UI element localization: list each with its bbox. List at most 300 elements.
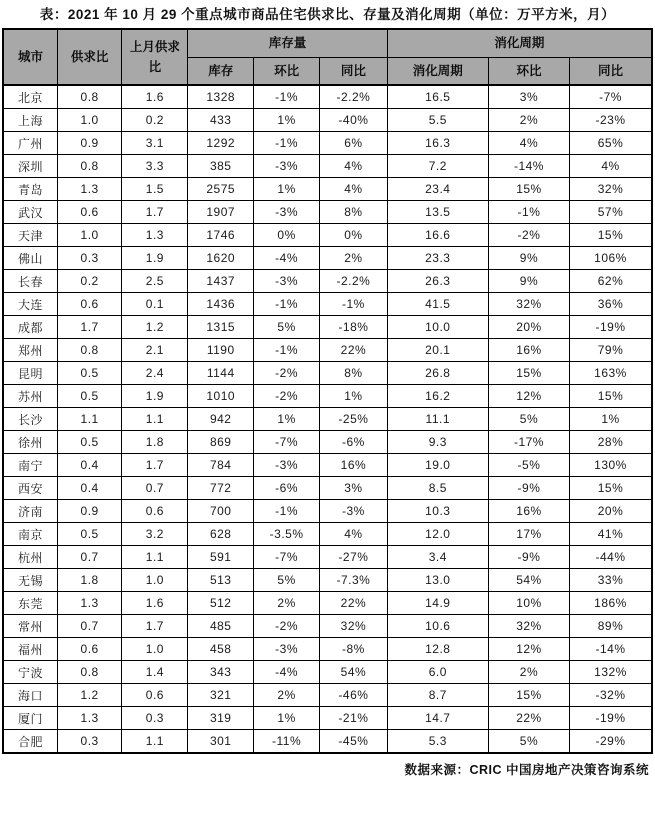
table-row <box>3 85 652 109</box>
cell-digestion-mom: 2% <box>488 661 569 684</box>
cell-city: 广州 <box>3 132 58 155</box>
cell-city: 常州 <box>3 615 58 638</box>
cell-inventory: 1315 <box>188 316 254 339</box>
cell-digestion-yoy: 57% <box>570 201 652 224</box>
cell-digestion-cycle: 3.4 <box>387 546 488 569</box>
cell-last-month-ratio: 3.1 <box>122 132 188 155</box>
cell-supply-demand-ratio: 0.8 <box>58 85 122 109</box>
cell-digestion-mom: 32% <box>488 615 569 638</box>
cell-digestion-yoy: 106% <box>570 247 652 270</box>
table-row <box>3 684 652 707</box>
cell-city: 南宁 <box>3 454 58 477</box>
cell-last-month-ratio: 1.9 <box>122 385 188 408</box>
cell-inventory-mom: 2% <box>254 684 320 707</box>
cell-inventory-yoy: 16% <box>320 454 387 477</box>
cell-inventory: 1292 <box>188 132 254 155</box>
table-row <box>3 408 652 431</box>
col-header-digestion-mom: 环比 <box>488 57 569 85</box>
cell-inventory-mom: 1% <box>254 707 320 730</box>
cell-inventory-mom: -4% <box>254 247 320 270</box>
cell-city: 海口 <box>3 684 58 707</box>
col-header-last-month-ratio: 上月供求比 <box>122 29 188 85</box>
cell-digestion-cycle: 12.0 <box>387 523 488 546</box>
cell-inventory: 772 <box>188 477 254 500</box>
cell-inventory-yoy: -8% <box>320 638 387 661</box>
cell-inventory: 385 <box>188 155 254 178</box>
housing-data-table <box>2 28 653 754</box>
table-row <box>3 362 652 385</box>
cell-digestion-cycle: 11.1 <box>387 408 488 431</box>
cell-digestion-mom: 16% <box>488 500 569 523</box>
cell-digestion-cycle: 14.9 <box>387 592 488 615</box>
cell-supply-demand-ratio: 0.6 <box>58 201 122 224</box>
cell-inventory: 1144 <box>188 362 254 385</box>
table-row <box>3 638 652 661</box>
cell-inventory-mom: 0% <box>254 224 320 247</box>
cell-last-month-ratio: 1.1 <box>122 408 188 431</box>
cell-last-month-ratio: 1.0 <box>122 569 188 592</box>
cell-last-month-ratio: 1.6 <box>122 85 188 109</box>
cell-inventory-yoy: 4% <box>320 155 387 178</box>
cell-city: 福州 <box>3 638 58 661</box>
cell-inventory-mom: -3% <box>254 454 320 477</box>
cell-last-month-ratio: 1.1 <box>122 730 188 754</box>
cell-inventory: 1437 <box>188 270 254 293</box>
cell-digestion-mom: 5% <box>488 730 569 754</box>
cell-digestion-yoy: 163% <box>570 362 652 385</box>
cell-inventory: 1436 <box>188 293 254 316</box>
cell-inventory: 942 <box>188 408 254 431</box>
cell-city: 武汉 <box>3 201 58 224</box>
cell-digestion-mom: -17% <box>488 431 569 454</box>
table-row <box>3 201 652 224</box>
cell-digestion-cycle: 10.3 <box>387 500 488 523</box>
cell-last-month-ratio: 0.3 <box>122 707 188 730</box>
cell-digestion-yoy: -44% <box>570 546 652 569</box>
cell-supply-demand-ratio: 0.9 <box>58 132 122 155</box>
cell-inventory: 1907 <box>188 201 254 224</box>
cell-digestion-mom: 15% <box>488 684 569 707</box>
table-row <box>3 592 652 615</box>
cell-inventory-yoy: -6% <box>320 431 387 454</box>
cell-digestion-yoy: 41% <box>570 523 652 546</box>
cell-last-month-ratio: 1.4 <box>122 661 188 684</box>
cell-digestion-mom: 5% <box>488 408 569 431</box>
cell-last-month-ratio: 2.5 <box>122 270 188 293</box>
cell-digestion-cycle: 12.8 <box>387 638 488 661</box>
cell-digestion-mom: 16% <box>488 339 569 362</box>
cell-digestion-mom: 12% <box>488 385 569 408</box>
cell-inventory-mom: -1% <box>254 339 320 362</box>
cell-inventory-mom: -7% <box>254 431 320 454</box>
cell-last-month-ratio: 0.1 <box>122 293 188 316</box>
col-group-digestion-cycle: 消化周期 <box>387 29 652 57</box>
cell-inventory-yoy: -25% <box>320 408 387 431</box>
cell-supply-demand-ratio: 0.2 <box>58 270 122 293</box>
cell-inventory-yoy: 22% <box>320 339 387 362</box>
cell-inventory: 700 <box>188 500 254 523</box>
cell-digestion-yoy: 4% <box>570 155 652 178</box>
cell-last-month-ratio: 1.1 <box>122 546 188 569</box>
cell-inventory-yoy: -45% <box>320 730 387 754</box>
cell-inventory-mom: -2% <box>254 615 320 638</box>
cell-city: 长春 <box>3 270 58 293</box>
cell-supply-demand-ratio: 1.2 <box>58 684 122 707</box>
cell-last-month-ratio: 1.7 <box>122 201 188 224</box>
cell-supply-demand-ratio: 0.9 <box>58 500 122 523</box>
cell-city: 昆明 <box>3 362 58 385</box>
cell-digestion-yoy: -29% <box>570 730 652 754</box>
cell-digestion-cycle: 10.0 <box>387 316 488 339</box>
table-header <box>3 29 652 85</box>
cell-digestion-yoy: 62% <box>570 270 652 293</box>
table-row <box>3 293 652 316</box>
cell-last-month-ratio: 1.8 <box>122 431 188 454</box>
cell-city: 苏州 <box>3 385 58 408</box>
cell-digestion-cycle: 19.0 <box>387 454 488 477</box>
cell-inventory-mom: -4% <box>254 661 320 684</box>
cell-digestion-yoy: 15% <box>570 224 652 247</box>
cell-inventory-mom: -1% <box>254 500 320 523</box>
cell-last-month-ratio: 0.7 <box>122 477 188 500</box>
cell-city: 杭州 <box>3 546 58 569</box>
col-header-supply-demand-ratio: 供求比 <box>58 29 122 85</box>
cell-inventory-mom: -3.5% <box>254 523 320 546</box>
cell-inventory: 321 <box>188 684 254 707</box>
cell-city: 成都 <box>3 316 58 339</box>
cell-digestion-cycle: 16.6 <box>387 224 488 247</box>
cell-inventory-yoy: -18% <box>320 316 387 339</box>
cell-last-month-ratio: 1.0 <box>122 638 188 661</box>
table-row <box>3 155 652 178</box>
cell-inventory: 485 <box>188 615 254 638</box>
cell-supply-demand-ratio: 0.8 <box>58 661 122 684</box>
cell-inventory-yoy: -27% <box>320 546 387 569</box>
cell-digestion-cycle: 20.1 <box>387 339 488 362</box>
cell-digestion-cycle: 14.7 <box>387 707 488 730</box>
cell-city: 宁波 <box>3 661 58 684</box>
cell-inventory-mom: -3% <box>254 201 320 224</box>
cell-supply-demand-ratio: 1.0 <box>58 109 122 132</box>
cell-inventory: 591 <box>188 546 254 569</box>
cell-digestion-cycle: 26.3 <box>387 270 488 293</box>
cell-digestion-mom: 32% <box>488 293 569 316</box>
cell-digestion-cycle: 7.2 <box>387 155 488 178</box>
table-row <box>3 569 652 592</box>
table-row <box>3 247 652 270</box>
cell-inventory-yoy: -2.2% <box>320 85 387 109</box>
table-row <box>3 707 652 730</box>
cell-supply-demand-ratio: 0.5 <box>58 523 122 546</box>
table-row <box>3 661 652 684</box>
cell-digestion-yoy: 65% <box>570 132 652 155</box>
cell-inventory: 343 <box>188 661 254 684</box>
cell-inventory-mom: -2% <box>254 362 320 385</box>
cell-inventory-yoy: 2% <box>320 247 387 270</box>
cell-inventory-mom: -3% <box>254 155 320 178</box>
cell-supply-demand-ratio: 1.3 <box>58 592 122 615</box>
cell-digestion-cycle: 13.5 <box>387 201 488 224</box>
cell-supply-demand-ratio: 1.7 <box>58 316 122 339</box>
cell-inventory: 2575 <box>188 178 254 201</box>
cell-digestion-yoy: 79% <box>570 339 652 362</box>
table-row <box>3 316 652 339</box>
cell-digestion-yoy: 36% <box>570 293 652 316</box>
cell-digestion-cycle: 10.6 <box>387 615 488 638</box>
cell-inventory: 513 <box>188 569 254 592</box>
cell-city: 上海 <box>3 109 58 132</box>
cell-digestion-cycle: 41.5 <box>387 293 488 316</box>
cell-digestion-mom: 9% <box>488 270 569 293</box>
table-row <box>3 454 652 477</box>
cell-inventory: 869 <box>188 431 254 454</box>
cell-digestion-mom: -14% <box>488 155 569 178</box>
cell-inventory: 1010 <box>188 385 254 408</box>
cell-inventory-mom: 1% <box>254 178 320 201</box>
cell-last-month-ratio: 3.2 <box>122 523 188 546</box>
cell-digestion-mom: 9% <box>488 247 569 270</box>
table-row <box>3 523 652 546</box>
cell-inventory-yoy: 32% <box>320 615 387 638</box>
cell-inventory-yoy: 3% <box>320 477 387 500</box>
cell-digestion-cycle: 16.2 <box>387 385 488 408</box>
cell-city: 北京 <box>3 85 58 109</box>
table-row <box>3 546 652 569</box>
cell-supply-demand-ratio: 1.1 <box>58 408 122 431</box>
cell-supply-demand-ratio: 0.7 <box>58 546 122 569</box>
table-row <box>3 109 652 132</box>
cell-digestion-yoy: -32% <box>570 684 652 707</box>
cell-inventory-yoy: 22% <box>320 592 387 615</box>
cell-supply-demand-ratio: 0.8 <box>58 339 122 362</box>
cell-digestion-mom: 4% <box>488 132 569 155</box>
col-header-digestion-cycle: 消化周期 <box>387 57 488 85</box>
table-row <box>3 385 652 408</box>
cell-city: 天津 <box>3 224 58 247</box>
cell-inventory-mom: 5% <box>254 569 320 592</box>
cell-last-month-ratio: 1.6 <box>122 592 188 615</box>
col-header-inventory-mom: 环比 <box>254 57 320 85</box>
cell-digestion-yoy: 15% <box>570 477 652 500</box>
cell-supply-demand-ratio: 0.4 <box>58 477 122 500</box>
cell-inventory-yoy: 54% <box>320 661 387 684</box>
cell-supply-demand-ratio: 1.8 <box>58 569 122 592</box>
cell-last-month-ratio: 1.2 <box>122 316 188 339</box>
cell-digestion-yoy: 1% <box>570 408 652 431</box>
cell-digestion-yoy: 20% <box>570 500 652 523</box>
cell-inventory-mom: -1% <box>254 132 320 155</box>
cell-last-month-ratio: 1.3 <box>122 224 188 247</box>
cell-inventory: 1190 <box>188 339 254 362</box>
cell-city: 徐州 <box>3 431 58 454</box>
cell-inventory: 512 <box>188 592 254 615</box>
cell-digestion-mom: 54% <box>488 569 569 592</box>
cell-inventory: 301 <box>188 730 254 754</box>
cell-supply-demand-ratio: 0.5 <box>58 385 122 408</box>
cell-supply-demand-ratio: 0.6 <box>58 638 122 661</box>
cell-supply-demand-ratio: 0.5 <box>58 362 122 385</box>
cell-inventory-yoy: -3% <box>320 500 387 523</box>
cell-last-month-ratio: 0.6 <box>122 500 188 523</box>
col-group-inventory: 库存量 <box>188 29 387 57</box>
cell-inventory-mom: -11% <box>254 730 320 754</box>
cell-inventory-mom: -3% <box>254 270 320 293</box>
cell-digestion-yoy: 33% <box>570 569 652 592</box>
cell-city: 合肥 <box>3 730 58 754</box>
cell-digestion-cycle: 8.5 <box>387 477 488 500</box>
cell-inventory: 1746 <box>188 224 254 247</box>
cell-city: 厦门 <box>3 707 58 730</box>
cell-inventory-yoy: 1% <box>320 385 387 408</box>
cell-digestion-mom: 20% <box>488 316 569 339</box>
data-source: 数据来源：CRIC 中国房地产决策咨询系统 <box>404 763 649 778</box>
cell-city: 西安 <box>3 477 58 500</box>
cell-digestion-cycle: 16.5 <box>387 85 488 109</box>
cell-inventory: 784 <box>188 454 254 477</box>
cell-supply-demand-ratio: 0.7 <box>58 615 122 638</box>
col-header-city: 城市 <box>3 29 58 85</box>
cell-supply-demand-ratio: 0.5 <box>58 431 122 454</box>
cell-digestion-cycle: 13.0 <box>387 569 488 592</box>
cell-inventory-yoy: 0% <box>320 224 387 247</box>
cell-inventory-mom: -2% <box>254 385 320 408</box>
cell-last-month-ratio: 2.4 <box>122 362 188 385</box>
cell-digestion-yoy: -7% <box>570 85 652 109</box>
cell-last-month-ratio: 0.2 <box>122 109 188 132</box>
cell-digestion-cycle: 8.7 <box>387 684 488 707</box>
cell-inventory-yoy: 8% <box>320 201 387 224</box>
cell-city: 东莞 <box>3 592 58 615</box>
table-row <box>3 477 652 500</box>
cell-inventory-yoy: 8% <box>320 362 387 385</box>
cell-inventory: 628 <box>188 523 254 546</box>
cell-digestion-yoy: -19% <box>570 316 652 339</box>
cell-digestion-mom: 3% <box>488 85 569 109</box>
cell-last-month-ratio: 0.6 <box>122 684 188 707</box>
cell-digestion-cycle: 6.0 <box>387 661 488 684</box>
cell-digestion-cycle: 9.3 <box>387 431 488 454</box>
cell-digestion-mom: 17% <box>488 523 569 546</box>
table-row <box>3 132 652 155</box>
cell-digestion-yoy: -19% <box>570 707 652 730</box>
table-row <box>3 224 652 247</box>
cell-inventory-mom: 5% <box>254 316 320 339</box>
cell-inventory: 1328 <box>188 85 254 109</box>
cell-digestion-mom: 2% <box>488 109 569 132</box>
cell-digestion-mom: 15% <box>488 178 569 201</box>
cell-inventory-mom: -1% <box>254 85 320 109</box>
table-row <box>3 730 652 754</box>
cell-supply-demand-ratio: 0.3 <box>58 247 122 270</box>
cell-city: 大连 <box>3 293 58 316</box>
cell-digestion-mom: 22% <box>488 707 569 730</box>
cell-supply-demand-ratio: 1.3 <box>58 178 122 201</box>
cell-last-month-ratio: 2.1 <box>122 339 188 362</box>
cell-supply-demand-ratio: 0.3 <box>58 730 122 754</box>
cell-digestion-cycle: 5.3 <box>387 730 488 754</box>
cell-digestion-mom: -9% <box>488 477 569 500</box>
cell-city: 佛山 <box>3 247 58 270</box>
cell-last-month-ratio: 3.3 <box>122 155 188 178</box>
cell-digestion-mom: 15% <box>488 362 569 385</box>
cell-digestion-yoy: 132% <box>570 661 652 684</box>
cell-supply-demand-ratio: 0.6 <box>58 293 122 316</box>
cell-inventory: 1620 <box>188 247 254 270</box>
cell-supply-demand-ratio: 1.3 <box>58 707 122 730</box>
table-row <box>3 500 652 523</box>
cell-digestion-cycle: 5.5 <box>387 109 488 132</box>
table-row <box>3 339 652 362</box>
cell-supply-demand-ratio: 1.0 <box>58 224 122 247</box>
table-body <box>3 85 652 753</box>
cell-digestion-mom: -5% <box>488 454 569 477</box>
cell-city: 郑州 <box>3 339 58 362</box>
cell-inventory-yoy: 4% <box>320 523 387 546</box>
col-header-inventory: 库存 <box>188 57 254 85</box>
cell-digestion-mom: -2% <box>488 224 569 247</box>
col-header-digestion-yoy: 同比 <box>570 57 652 85</box>
cell-digestion-yoy: 32% <box>570 178 652 201</box>
cell-city: 深圳 <box>3 155 58 178</box>
cell-inventory-yoy: -46% <box>320 684 387 707</box>
cell-city: 无锡 <box>3 569 58 592</box>
cell-digestion-yoy: 28% <box>570 431 652 454</box>
cell-digestion-mom: 10% <box>488 592 569 615</box>
cell-inventory-mom: 1% <box>254 408 320 431</box>
cell-supply-demand-ratio: 0.8 <box>58 155 122 178</box>
cell-digestion-yoy: 130% <box>570 454 652 477</box>
cell-digestion-yoy: 15% <box>570 385 652 408</box>
cell-inventory-mom: 2% <box>254 592 320 615</box>
cell-last-month-ratio: 1.9 <box>122 247 188 270</box>
cell-inventory-yoy: 4% <box>320 178 387 201</box>
cell-inventory-yoy: -2.2% <box>320 270 387 293</box>
cell-inventory-mom: 1% <box>254 109 320 132</box>
cell-inventory-mom: -7% <box>254 546 320 569</box>
cell-digestion-yoy: 186% <box>570 592 652 615</box>
cell-city: 长沙 <box>3 408 58 431</box>
cell-digestion-mom: 12% <box>488 638 569 661</box>
cell-inventory-yoy: 6% <box>320 132 387 155</box>
cell-city: 青岛 <box>3 178 58 201</box>
cell-inventory: 433 <box>188 109 254 132</box>
cell-digestion-cycle: 23.3 <box>387 247 488 270</box>
cell-inventory: 458 <box>188 638 254 661</box>
table-row <box>3 615 652 638</box>
cell-digestion-mom: -1% <box>488 201 569 224</box>
cell-last-month-ratio: 1.7 <box>122 615 188 638</box>
cell-digestion-cycle: 23.4 <box>387 178 488 201</box>
cell-last-month-ratio: 1.5 <box>122 178 188 201</box>
table-row <box>3 178 652 201</box>
cell-supply-demand-ratio: 0.4 <box>58 454 122 477</box>
table-row <box>3 431 652 454</box>
cell-inventory-mom: -3% <box>254 638 320 661</box>
cell-city: 济南 <box>3 500 58 523</box>
cell-last-month-ratio: 1.7 <box>122 454 188 477</box>
col-header-inventory-yoy: 同比 <box>320 57 387 85</box>
cell-city: 南京 <box>3 523 58 546</box>
cell-inventory-mom: -6% <box>254 477 320 500</box>
cell-digestion-cycle: 26.8 <box>387 362 488 385</box>
cell-digestion-cycle: 16.3 <box>387 132 488 155</box>
cell-digestion-yoy: 89% <box>570 615 652 638</box>
cell-inventory-yoy: -7.3% <box>320 569 387 592</box>
table-row <box>3 270 652 293</box>
cell-digestion-yoy: -14% <box>570 638 652 661</box>
cell-digestion-mom: -9% <box>488 546 569 569</box>
cell-digestion-yoy: -23% <box>570 109 652 132</box>
